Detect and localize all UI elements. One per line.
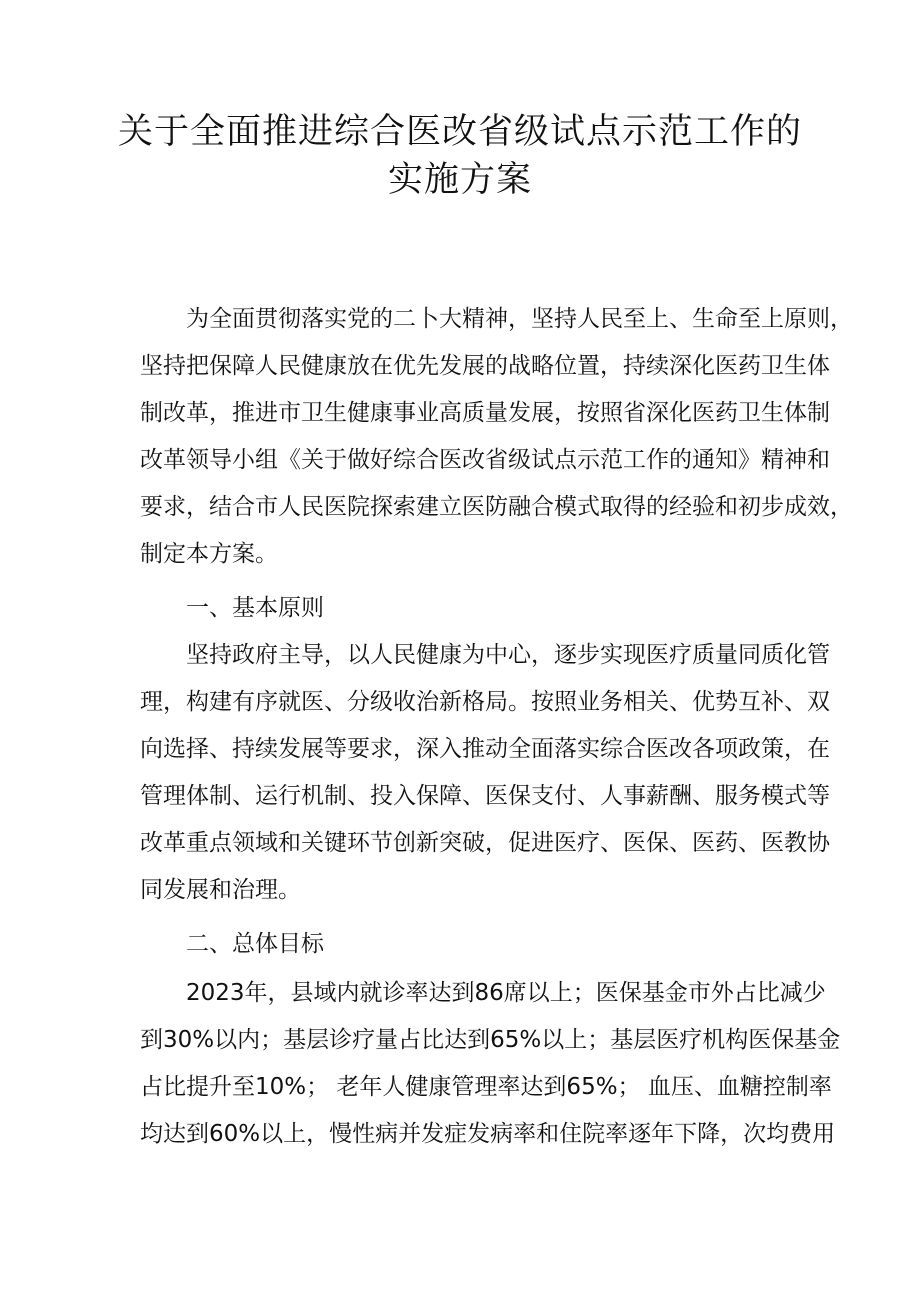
- document-title-line-1: 关于全面推进综合医改省级试点示范工作的: [117, 112, 802, 152]
- paragraph-line: 到30%以内；基层诊疗量占比达到65%以上；基层医疗机构医保基金: [140, 1027, 841, 1053]
- document-title-line-2: 实施方案: [387, 160, 532, 200]
- paragraph-line: 制改革，推进市卫生健康事业高质量发展，按照省深化医药卫生体制: [140, 400, 830, 426]
- paragraph-overall-goals: [140, 970, 841, 1158]
- paragraph-line: 占比提升至10%； 老年人健康管理率达到65%； 血压、血糖控制率: [140, 1074, 832, 1100]
- paragraph-line: 坚持把保障人民健康放在优先发展的战略位置，持续深化医药卫生体: [140, 353, 830, 379]
- paragraph-line: 理，构建有序就医、分级收治新格局。按照业务相关、优势互补、双: [140, 689, 830, 715]
- paragraph-line: 坚持政府主导，以人民健康为中心，逐步实现医疗质量同质化管: [186, 642, 830, 668]
- paragraph-line: 向选择、持续发展等要求，深入推动全面落实综合医改各项政策，在: [140, 736, 830, 762]
- paragraph-line: 同发展和治理。: [140, 877, 301, 903]
- paragraph-line: 要求，结合市人民医院探索建立医防融合模式取得的经验和初步成效，: [140, 494, 853, 520]
- paragraph-line: 管理体制、运行机制、投入保障、医保支付、人事薪酬、服务模式等: [140, 783, 830, 809]
- section-heading-basic-principles: [140, 585, 785, 632]
- paragraph-line: 2023年，县域内就诊率达到86席以上；医保基金市外占比减少: [186, 980, 826, 1006]
- paragraph-intro: [140, 296, 853, 578]
- paragraph-line: 改革重点领域和关键环节创新突破，促进医疗、医保、医药、医教协: [140, 830, 830, 856]
- section-heading-text: 二、总体目标: [186, 931, 324, 957]
- paragraph-basic-principles: [140, 632, 830, 914]
- section-heading-text: 一、基本原则: [186, 595, 324, 621]
- paragraph-line: 改革领导小组《关于做好综合医改省级试点示范工作的通知》精神和: [140, 447, 830, 473]
- paragraph-line: 为全面贯彻落实党的二卜大精神，坚持人民至上、生命至上原则，: [186, 306, 853, 332]
- paragraph-line: 制定本方案。: [140, 541, 278, 567]
- paragraph-line: 均达到60%以上，慢性病并发症发病率和住院率逐年下降，次均费用: [140, 1121, 836, 1147]
- section-heading-overall-goals: [140, 921, 785, 968]
